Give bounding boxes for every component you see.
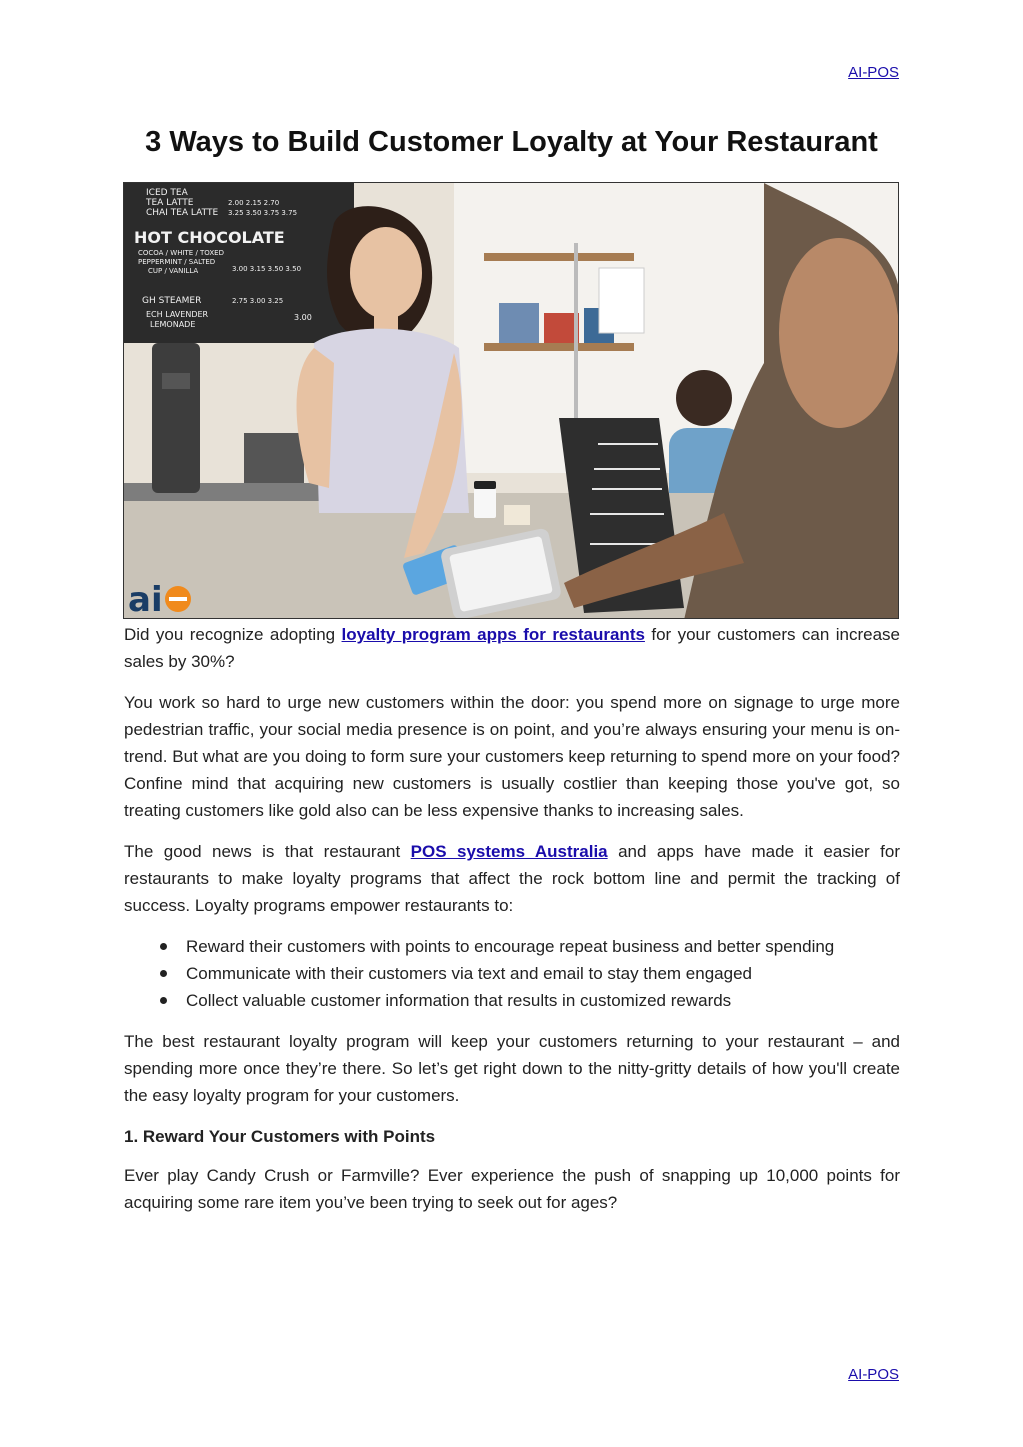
- header-brand-link[interactable]: AI-POS: [848, 64, 899, 81]
- list-item: Collect valuable customer information that results in customized rewards: [124, 987, 900, 1014]
- pos-systems-link[interactable]: POS systems Australia: [410, 842, 608, 861]
- paragraph-points: Ever play Candy Crush or Farmville? Ever experience the push of snapping up 10,000 points for acquiring some rare item you’ve been trying to seek out for ages?: [124, 1166, 900, 1212]
- list-item: Communicate with their customers via text and email to stay them engaged: [124, 960, 900, 987]
- section-heading: 1. Reward Your Customers with Points: [124, 1127, 436, 1146]
- svg-text:3.00: 3.00: [294, 313, 312, 322]
- paragraph-best-program: The best restaurant loyalty program will keep your customers returning to your restaurant – and spending more once they’re there. So let’s get right down to the nitty-gritty details of how you'll create the easy loyalty program for your customers.: [124, 1032, 900, 1105]
- svg-text:3.25 3.50 3.75 3.75: 3.25 3.50 3.75 3.75: [228, 209, 298, 217]
- footer-brand-link[interactable]: AI-POS: [848, 1366, 899, 1383]
- hero-illustration: [124, 183, 899, 619]
- svg-text:LEMONADE: LEMONADE: [150, 320, 196, 329]
- svg-text:HOT CHOCOLATE: HOT CHOCOLATE: [134, 228, 285, 247]
- bullet-icon: [160, 997, 167, 1004]
- svg-text:3.00 3.15 3.50 3.50: 3.00 3.15 3.50 3.50: [232, 265, 302, 273]
- intro-paragraph: Did you recognize adopting loyalty program apps for restaurants for your customers can increase sales by 30%?: [124, 625, 900, 671]
- paragraph-pos: The good news is that restaurant POS systems Australia and apps have made it easier for restaurants to make loyalty programs that affect the rock bottom line and permit the tracking of success. Loyalty programs empower restaurants to:: [124, 842, 901, 915]
- article-body: [124, 621, 900, 1230]
- paragraph-acquisition: You work so hard to urge new customers within the door: you spend more on signage to urge more pedestrian traffic, your social media presence is on point, and you’re always ensuring your menu is on-trend. But what are you doing to form sure your customers keep returning to spend more on your food? Confine mind that acquiring new customers is usually costlier than keeping those you've got, so treating customers like gold also can be less expensive thanks to increasing sales.: [124, 693, 900, 820]
- svg-text:ECH LAVENDER: ECH LAVENDER: [146, 310, 209, 319]
- svg-text:2.75 3.00 3.25: 2.75 3.00 3.25: [232, 297, 284, 305]
- hero-image: [123, 182, 899, 619]
- benefits-list: [124, 933, 900, 1014]
- svg-text:CUP / VANILLA: CUP / VANILLA: [148, 267, 199, 275]
- svg-text:CHAI TEA LATTE: CHAI TEA LATTE: [146, 208, 219, 218]
- article-title: 3 Ways to Build Customer Loyalty at Your Restaurant: [145, 126, 878, 158]
- svg-text:COCOA / WHITE / TOXED: COCOA / WHITE / TOXED: [138, 249, 224, 257]
- bullet-icon: [160, 943, 167, 950]
- svg-text:ICED TEA: ICED TEA: [146, 188, 188, 198]
- bullet-icon: [160, 970, 167, 977]
- list-item: Reward their customers with points to encourage repeat business and better spending: [124, 933, 900, 960]
- loyalty-apps-link[interactable]: loyalty program apps for restaurants: [341, 625, 645, 644]
- ai-logo: ai: [128, 580, 163, 619]
- svg-text:TEA LATTE: TEA LATTE: [146, 198, 194, 208]
- svg-text:2.00 2.15 2.70: 2.00 2.15 2.70: [228, 199, 280, 207]
- svg-text:GH STEAMER: GH STEAMER: [142, 296, 202, 306]
- svg-text:PEPPERMINT / SALTED: PEPPERMINT / SALTED: [138, 258, 216, 266]
